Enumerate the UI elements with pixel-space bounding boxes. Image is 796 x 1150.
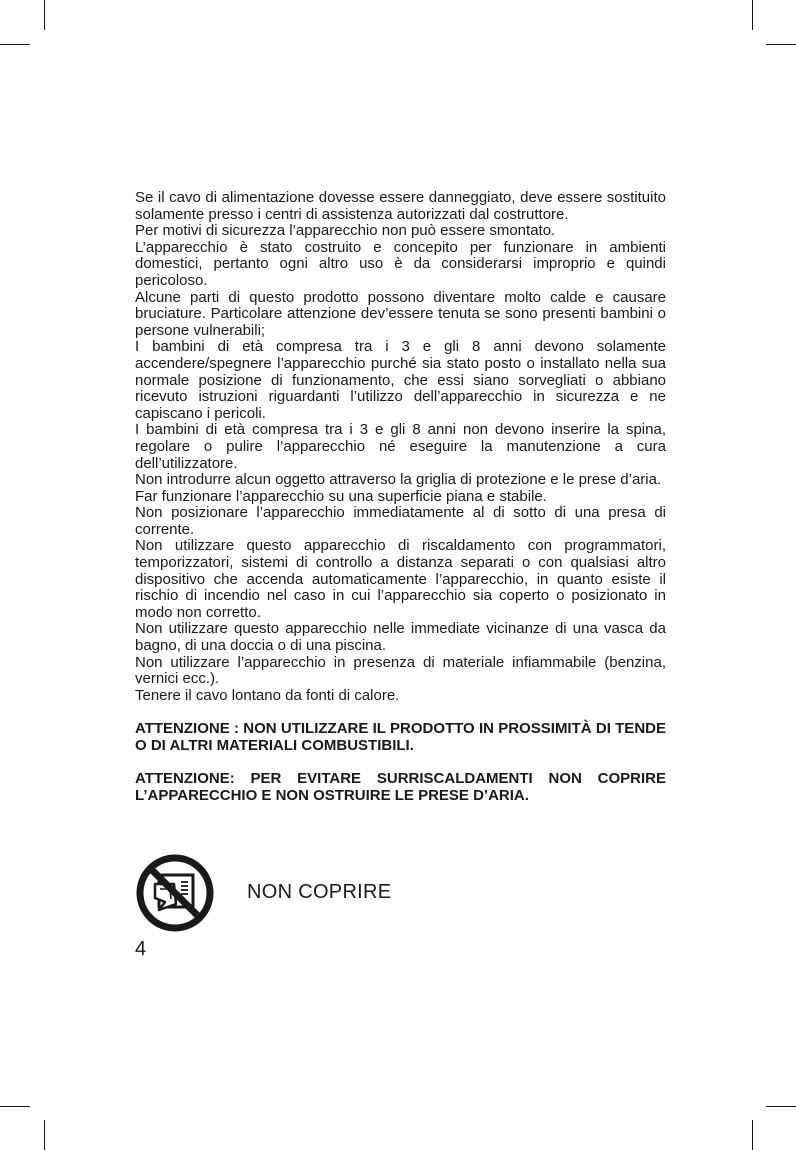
page-number: 4 [135, 938, 147, 960]
crop-mark-bottom-right-vertical [752, 1120, 753, 1150]
paragraph: Alcune parti di questo prodotto possono diventare molto calde e causare bruciature. Particolare attenzione dev’essere tenuta se sono presenti bambini o persone vulnerabili; [135, 288, 666, 339]
crop-mark-top-right-horizontal [766, 44, 796, 45]
paragraph: Per motivi di sicurezza l’apparecchio non può essere smontato. [135, 222, 556, 240]
paragraph: Non introdurre alcun oggetto attraverso la griglia di protezione e le prese d’aria. [135, 471, 662, 489]
crop-mark-top-left-vertical [44, 0, 45, 30]
warning-do-not-cover: ATTENZIONE: PER EVITARE SURRISCALDAMENTI NON COPRIRE L’APPARECCHIO E NON OSTRUIRE LE PRESE D’ARIA. [135, 770, 666, 805]
crop-mark-bottom-right-horizontal [766, 1106, 796, 1107]
paragraph: Non utilizzare questo apparecchio di riscaldamento con programmatori, temporizzatori, sistemi di controllo a distanza separati o con qualsiasi altro dispositivo che accenda automaticamente l’apparecchio, in quanto esiste il rischio di incendio nel caso in cui l’apparecchio sia coperto o posizionato in modo non corretto. [135, 537, 666, 621]
paragraph: Se il cavo di alimentazione dovesse essere danneggiato, deve essere sostituito solamente presso i centri di assistenza autorizzati dal costruttore. [135, 189, 666, 223]
crop-mark-top-right-vertical [752, 0, 753, 30]
paragraph: Tenere il cavo lontano da fonti di calore. [135, 686, 400, 704]
paragraph: L’apparecchio è stato costruito e concepito per funzionare in ambienti domestici, pertanto ogni altro uso è da considerarsi improprio e quindi pericoloso. [135, 238, 666, 289]
safety-instructions [135, 190, 666, 804]
do-not-cover-icon [135, 852, 215, 934]
paragraph: Non posizionare l’apparecchio immediatamente al di sotto di una presa di corrente. [135, 504, 666, 538]
crop-mark-top-left-horizontal [0, 44, 30, 45]
paragraph: Non utilizzare questo apparecchio nelle immediate vicinanze di una vasca da bagno, di una doccia o di una piscina. [135, 620, 666, 655]
paragraph: I bambini di età compresa tra i 3 e gli 8 anni devono solamente accendere/spegnere l’apparecchio purché sia stato posto o installato nella sua normale posizione di funzionamento, che essi siano sorvegliati o abbiano ricevuto istruzioni riguardanti l’utilizzo dell’apparecchio in sicurezza e ne capiscano i pericoli. [135, 338, 666, 422]
paragraph: Far funzionare l’apparecchio su una superficie piana e stabile. [135, 487, 547, 505]
crop-mark-bottom-left-vertical [44, 1120, 45, 1150]
warning-curtains: ATTENZIONE : NON UTILIZZARE IL PRODOTTO IN PROSSIMITÀ DI TENDE O DI ALTRI MATERIALI COMBUSTIBILI. [135, 720, 666, 755]
sign-label: NON COPRIRE [247, 881, 392, 903]
crop-mark-bottom-left-horizontal [0, 1106, 30, 1107]
do-not-cover-sign [135, 852, 666, 936]
paragraph: I bambini di età compresa tra i 3 e gli 8 anni non devono inserire la spina, regolare o pulire l’apparecchio né eseguire la manutenzione a cura dell’utilizzatore. [135, 421, 666, 472]
paragraph: Non utilizzare l’apparecchio in presenza di materiale infiammabile (benzina, vernici ecc.). [135, 653, 666, 688]
